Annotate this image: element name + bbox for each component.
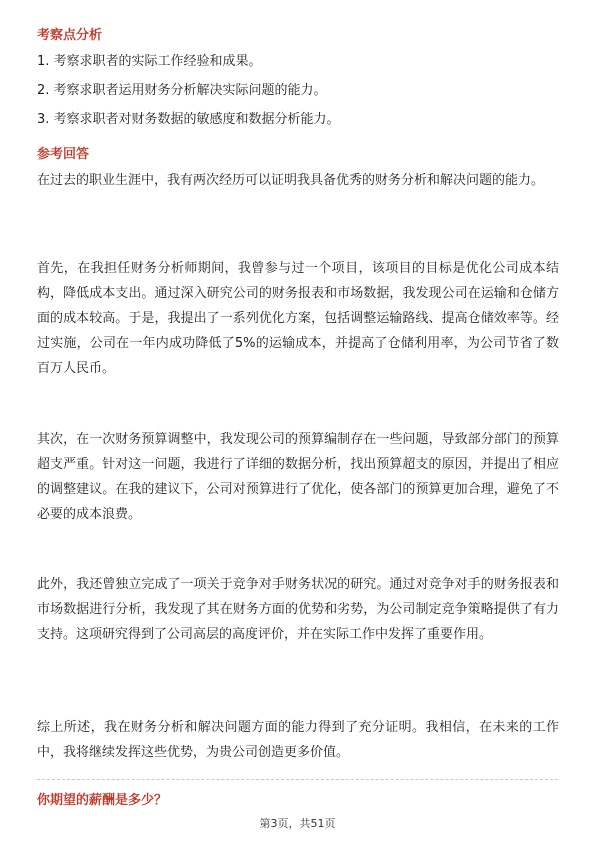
answer-paragraph-conclusion: 综上所述，我在财务分析和解决问题方面的能力得到了充分证明。我相信，在未来的工作中，我将继续发挥这些优势，为贵公司创造更多价值。 xyxy=(37,720,559,760)
next-question-heading: 你期望的薪酬是多少？ xyxy=(37,793,168,808)
answer-paragraph-second: 其次，在一次财务预算调整中，我发现公司的预算编制存在一些问题，导致部分部门的预算超支严重。针对这一问题，我进行了详细的数据分析，找出预算超支的原因，并提出了相应的调整建议。在我的建议下，公司对预算进行了优化，使各部门的预算更加合理，避免了不必要的成本浪费。 xyxy=(37,432,559,522)
focus-analysis-heading: 考察点分析 xyxy=(37,28,103,43)
section-divider xyxy=(37,779,558,780)
answer-paragraph-third: 此外，我还曾独立完成了一项关于竞争对手财务状况的研究。通过对竞争对手的财务报表和市场数据进行分析，我发现了其在财务方面的优势和劣势，为公司制定竞争策略提供了有力支持。这项研究得到了公司高层的高度评价，并在实际工作中发挥了重要作用。 xyxy=(37,577,559,642)
reference-answer-heading: 参考回答 xyxy=(37,147,90,162)
answer-paragraph-intro: 在过去的职业生涯中，我有两次经历可以证明我具备优秀的财务分析和解决问题的能力。 xyxy=(37,173,545,188)
focus-item-1: 1. 考察求职者的实际工作经验和成果。 xyxy=(37,54,262,69)
page-number-footer: 第3页，共51页 xyxy=(259,817,336,830)
focus-item-3: 3. 考察求职者对财务数据的敏感度和数据分析能力。 xyxy=(37,112,340,127)
answer-paragraph-first: 首先，在我担任财务分析师期间，我曾参与过一个项目，该项目的目标是优化公司成本结构，降低成本支出。通过深入研究公司的财务报表和市场数据，我发现公司在运输和仓储方面的成本较高。于是，我提出了一系列优化方案，包括调整运输路线、提高仓储效率等。经过实施，公司在一年内成功降低了5%的运输成本，并提高了仓储利用率，为公司节省了数百万人民币。 xyxy=(37,261,559,376)
focus-item-2: 2. 考察求职者运用财务分析解决实际问题的能力。 xyxy=(37,83,327,98)
